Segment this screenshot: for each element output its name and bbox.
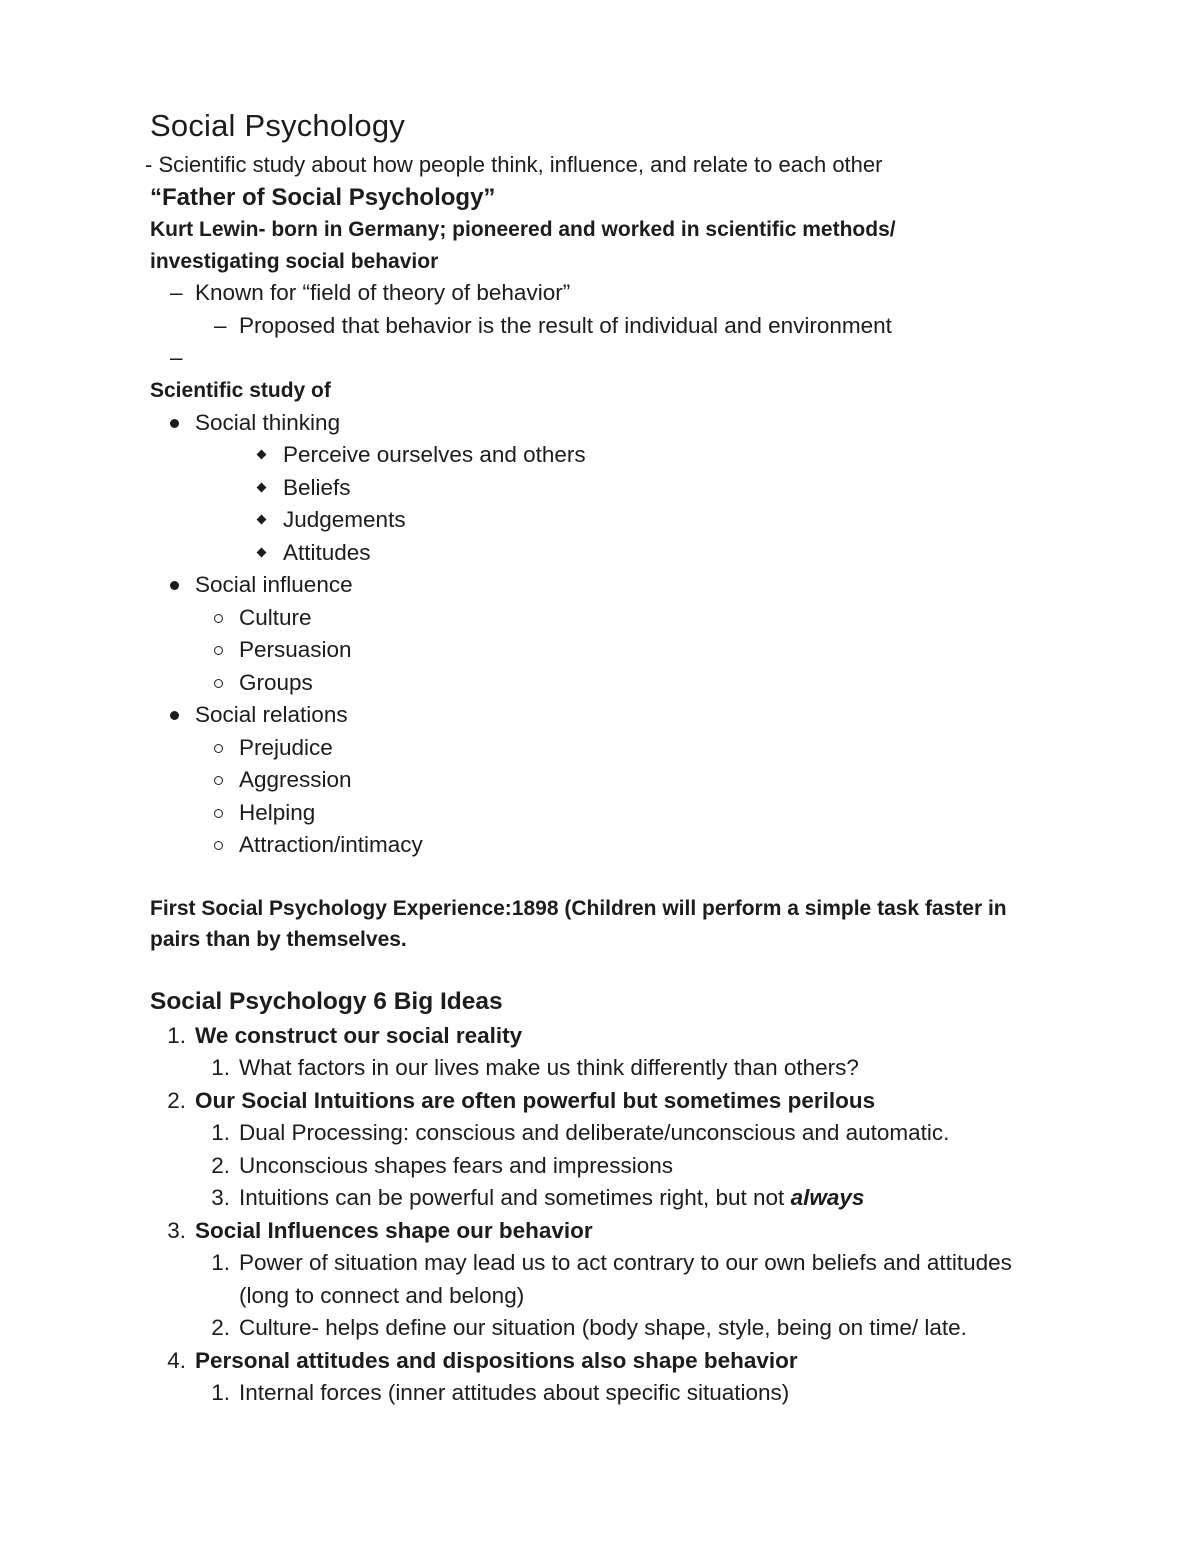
first-experience-text: First Social Psychology Experience:1898 (Children will perform a simple task faster in pairs than by themselves. bbox=[150, 896, 1007, 951]
list-number: 4. bbox=[167, 1347, 186, 1373]
list-item-title: Our Social Intuitions are often powerful but sometimes perilous bbox=[195, 1087, 876, 1113]
circle-bullet-icon bbox=[214, 646, 223, 655]
document-page bbox=[145, 104, 1050, 1410]
list-item-text: Culture- helps define our situation (body shape, style, being on time/ late. bbox=[239, 1315, 967, 1340]
list-item bbox=[150, 1117, 1050, 1150]
list-number: 1. bbox=[211, 1055, 230, 1080]
dash-marker: – bbox=[214, 312, 227, 338]
list-item bbox=[150, 1182, 1050, 1215]
list-number: 1. bbox=[211, 1380, 230, 1405]
circle-bullet-icon bbox=[214, 841, 223, 850]
list-number: 2. bbox=[211, 1315, 230, 1340]
dash-marker: – bbox=[170, 280, 183, 305]
diamond-bullet-icon bbox=[257, 450, 267, 460]
list-item bbox=[150, 472, 1050, 505]
list-item-text: Social influence bbox=[195, 572, 353, 597]
list-item-text-prefix: Intuitions can be powerful and sometimes right, but not bbox=[239, 1185, 791, 1210]
list-item-text bbox=[239, 1182, 864, 1215]
list-item-text: Social relations bbox=[195, 702, 348, 727]
list-item bbox=[150, 1377, 1050, 1410]
list-number: 2. bbox=[211, 1152, 230, 1178]
list-item bbox=[150, 634, 1050, 667]
list-item-text: Unconscious shapes fears and impressions bbox=[239, 1152, 673, 1178]
list-item bbox=[150, 1150, 1050, 1183]
diamond-bullet-icon bbox=[257, 515, 267, 525]
list-item-title: Social Influences shape our behavior bbox=[195, 1217, 593, 1243]
list-item-text: Beliefs bbox=[283, 474, 351, 500]
list-item-text: Proposed that behavior is the result of individual and environment bbox=[239, 312, 892, 338]
list-item bbox=[150, 732, 1050, 765]
big-ideas-heading: Social Psychology 6 Big Ideas bbox=[150, 987, 503, 1015]
list-number: 1. bbox=[211, 1120, 230, 1145]
list-item-title: We construct our social reality bbox=[195, 1022, 523, 1048]
list-item-text: Dual Processing: conscious and deliberate/unconscious and automatic. bbox=[239, 1120, 950, 1145]
scientific-study-heading: Scientific study of bbox=[150, 378, 331, 402]
list-item bbox=[150, 310, 1050, 343]
list-item bbox=[150, 667, 1050, 700]
list-item bbox=[150, 1052, 1050, 1085]
list-item-text: Attitudes bbox=[283, 539, 371, 565]
bullet-icon bbox=[170, 711, 179, 720]
list-item bbox=[150, 407, 1050, 440]
list-item-text: Power of situation may lead us to act contrary to our own beliefs and attitudes (long to connect and belong) bbox=[239, 1250, 1012, 1308]
list-item bbox=[150, 439, 1050, 472]
list-item bbox=[150, 569, 1050, 602]
list-number: 1. bbox=[211, 1250, 230, 1275]
circle-bullet-icon bbox=[214, 744, 223, 753]
list-number: 1. bbox=[167, 1022, 186, 1048]
list-item-text: Helping bbox=[239, 799, 316, 825]
list-item-text: Attraction/intimacy bbox=[239, 832, 423, 857]
list-item-title: Personal attitudes and dispositions also shape behavior bbox=[195, 1347, 798, 1373]
list-item-text: Culture bbox=[239, 604, 312, 630]
list-item-text: Internal forces (inner attitudes about specific situations) bbox=[239, 1380, 790, 1405]
list-item bbox=[150, 764, 1050, 797]
list-number: 3. bbox=[211, 1185, 230, 1210]
list-item-text: Known for “field of theory of behavior” bbox=[195, 280, 571, 305]
list-item bbox=[150, 1247, 1050, 1312]
page-title: Social Psychology bbox=[150, 108, 405, 143]
list-number: 3. bbox=[167, 1217, 186, 1243]
diamond-bullet-icon bbox=[257, 547, 267, 557]
list-item-empty bbox=[150, 342, 1050, 375]
list-item-text: Perceive ourselves and others bbox=[283, 442, 586, 467]
list-item-text: Persuasion bbox=[239, 637, 352, 662]
father-heading: “Father of Social Psychology” bbox=[150, 184, 496, 211]
list-item-text: Aggression bbox=[239, 767, 352, 792]
dash-marker: – bbox=[170, 345, 183, 370]
circle-bullet-icon bbox=[214, 679, 223, 688]
list-item bbox=[150, 1345, 1050, 1378]
list-item bbox=[150, 829, 1050, 862]
list-item bbox=[150, 1312, 1050, 1345]
list-item-text: Social thinking bbox=[195, 409, 341, 435]
list-item bbox=[150, 277, 1050, 310]
list-item-text: What factors in our lives make us think differently than others? bbox=[239, 1055, 859, 1080]
list-item bbox=[150, 797, 1050, 830]
circle-bullet-icon bbox=[214, 776, 223, 785]
list-number: 2. bbox=[167, 1087, 186, 1113]
list-item-text: Judgements bbox=[283, 507, 406, 532]
diamond-bullet-icon bbox=[257, 482, 267, 492]
list-item-text: Prejudice bbox=[239, 734, 333, 760]
lewin-text: Kurt Lewin- born in Germany; pioneered and worked in scientific methods/ investigating social behavior bbox=[150, 218, 896, 273]
circle-bullet-icon bbox=[214, 614, 223, 623]
bullet-icon bbox=[170, 581, 179, 590]
list-item bbox=[150, 699, 1050, 732]
emphasis-text: always bbox=[790, 1185, 865, 1210]
list-item bbox=[150, 504, 1050, 537]
bullet-icon bbox=[170, 419, 179, 428]
list-item bbox=[150, 1085, 1050, 1118]
list-item bbox=[150, 1215, 1050, 1248]
list-item bbox=[150, 537, 1050, 570]
list-item-text: Groups bbox=[239, 669, 313, 695]
circle-bullet-icon bbox=[214, 809, 223, 818]
list-item bbox=[150, 602, 1050, 635]
list-item bbox=[150, 1020, 1050, 1053]
definition-text: - Scientific study about how people think, influence, and relate to each other bbox=[145, 152, 883, 177]
